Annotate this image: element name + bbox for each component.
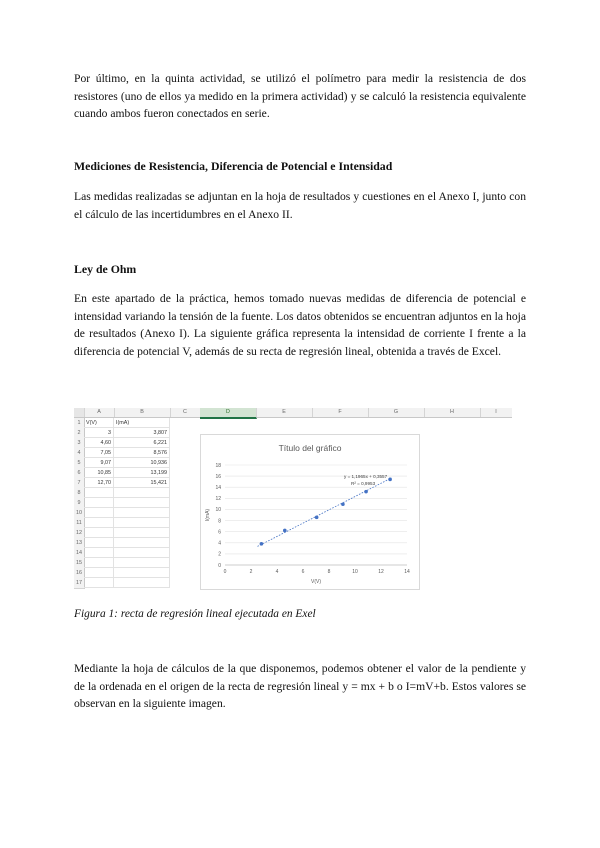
trendline [258,478,392,546]
y-tick-label: 14 [215,485,221,492]
y-tick-label: 0 [218,562,221,569]
row-header-12[interactable]: 12 [74,528,85,539]
cell-a11[interactable] [84,518,114,528]
row-header-3[interactable]: 3 [74,438,85,449]
column-header-i[interactable]: I [480,408,512,417]
cell-a3[interactable]: 4,60 [84,438,114,448]
cell-b5[interactable]: 10,936 [114,458,170,468]
cell-a1[interactable]: V(V) [84,418,114,428]
cell-b13[interactable] [114,538,170,548]
row-header-10[interactable]: 10 [74,508,85,519]
data-point [364,490,368,494]
cell-b3[interactable]: 6,221 [114,438,170,448]
cell-b2[interactable]: 3,807 [114,428,170,438]
column-header-h[interactable]: H [424,408,481,417]
figure-caption: Figura 1: recta de regresión lineal ejecutada en Exel [74,608,316,620]
cell-a6[interactable]: 10,85 [84,468,114,478]
cell-a2[interactable]: 3 [84,428,114,438]
column-header-d[interactable]: D [200,408,257,419]
cell-b6[interactable]: 13,199 [114,468,170,478]
data-point [283,529,287,533]
cell-a16[interactable] [84,568,114,578]
cell-a12[interactable] [84,528,114,538]
cell-a13[interactable] [84,538,114,548]
row-header-4[interactable]: 4 [74,448,85,459]
cell-b4[interactable]: 8,576 [114,448,170,458]
cell-a9[interactable] [84,498,114,508]
row-header-5[interactable]: 5 [74,458,85,469]
cell-b15[interactable] [114,558,170,568]
cell-b16[interactable] [114,568,170,578]
cell-b8[interactable] [114,488,170,498]
x-tick-label: 8 [327,569,331,575]
excel-screenshot [74,408,512,590]
cell-b12[interactable] [114,528,170,538]
cell-a15[interactable] [84,558,114,568]
row-header-16[interactable]: 16 [74,568,85,579]
data-point [315,516,319,520]
x-axis-label: V(V) [311,579,321,585]
paragraph-intro: Por último, en la quinta actividad, se utilizó el polímetro para medir la resistencia de dos resistores (uno de ellos ya medido en la primera actividad) y se calculó la resistencia equivalente cuando ambos fueron conectados en serie. [74,72,526,121]
row-header-8[interactable]: 8 [74,488,85,499]
cell-b10[interactable] [114,508,170,518]
row-header-14[interactable]: 14 [74,548,85,559]
x-tick-label: 4 [275,569,279,575]
column-header-bar [74,408,512,418]
data-point [341,502,345,506]
y-tick-label: 4 [218,540,221,547]
y-tick-label: 16 [215,473,221,480]
cell-a5[interactable]: 9,07 [84,458,114,468]
row-header-1[interactable]: 1 [74,418,85,429]
column-header-c[interactable]: C [170,408,201,417]
paragraph-ley-ohm: En este apartado de la práctica, hemos tomado nuevas medidas de diferencia de potencial e intensidad variando la tensión de la fuente. Los datos obtenidos se encuentran adjuntos en la hoja de resultados (Anexo I). La siguiente gráfica representa la intensidad de corriente I frente a la diferencia de potencial V, además de su recta de regresión lineal, obtenida a través de Excel. [74,292,526,358]
data-point [388,478,392,482]
column-header-b[interactable]: B [114,408,171,417]
chart-title: Título del gráfico [278,443,342,453]
y-tick-label: 12 [215,496,221,503]
y-tick-label: 8 [218,518,221,525]
row-header-2[interactable]: 2 [74,428,85,439]
x-tick-label: 10 [352,569,358,575]
trendline-equation: y = 1,1965x + 0,3557 [344,474,388,479]
scatter-chart [201,435,419,589]
cell-a8[interactable] [84,488,114,498]
r-squared-label: R² = 0,9953 [351,481,376,486]
data-point [260,542,264,546]
column-header-e[interactable]: E [256,408,313,417]
x-tick-label: 6 [301,569,305,575]
cell-b17[interactable] [114,578,170,588]
y-tick-label: 10 [215,507,221,514]
chart-area [200,434,420,590]
cell-b11[interactable] [114,518,170,528]
x-tick-label: 14 [404,569,410,575]
cell-a7[interactable]: 12,70 [84,478,114,488]
x-tick-label: 12 [378,569,384,575]
row-header-6[interactable]: 6 [74,468,85,479]
y-axis-label: I(mA) [205,508,211,522]
y-tick-label: 2 [218,551,221,558]
paragraph-regresion: Mediante la hoja de cálculos de la que disponemos, podemos obtener el valor de la pendiente y de la ordenada en el origen de la recta de regresión lineal y = mx + b o I=mV+b. Estos valores se observan en la siguiente imagen. [74,662,526,711]
cell-a10[interactable] [84,508,114,518]
cell-b14[interactable] [114,548,170,558]
cell-a17[interactable] [84,578,114,588]
cell-b7[interactable]: 15,421 [114,478,170,488]
heading-mediciones: Mediciones de Resistencia, Diferencia de Potencial e Intensidad [74,159,393,173]
cell-b1[interactable]: I(mA) [114,418,170,428]
column-header-a[interactable]: A [84,408,115,417]
x-tick-label: 2 [249,569,253,575]
select-all-corner[interactable] [74,408,85,417]
row-header-17[interactable]: 17 [74,578,85,589]
cell-a4[interactable]: 7,05 [84,448,114,458]
row-header-11[interactable]: 11 [74,518,85,529]
row-header-7[interactable]: 7 [74,478,85,489]
cell-b9[interactable] [114,498,170,508]
y-tick-label: 18 [215,462,221,469]
row-header-15[interactable]: 15 [74,558,85,569]
row-header-9[interactable]: 9 [74,498,85,509]
column-header-f[interactable]: F [312,408,369,417]
x-tick-label: 0 [223,569,227,575]
heading-ley-ohm: Ley de Ohm [74,262,137,276]
paragraph-medidas: Las medidas realizadas se adjuntan en la hoja de resultados y cuestiones en el Anexo I, junto con el cálculo de las incertidumbres en el Anexo II. [74,190,526,221]
column-header-g[interactable]: G [368,408,425,417]
cell-a14[interactable] [84,548,114,558]
row-header-13[interactable]: 13 [74,538,85,549]
y-tick-label: 6 [218,529,221,536]
